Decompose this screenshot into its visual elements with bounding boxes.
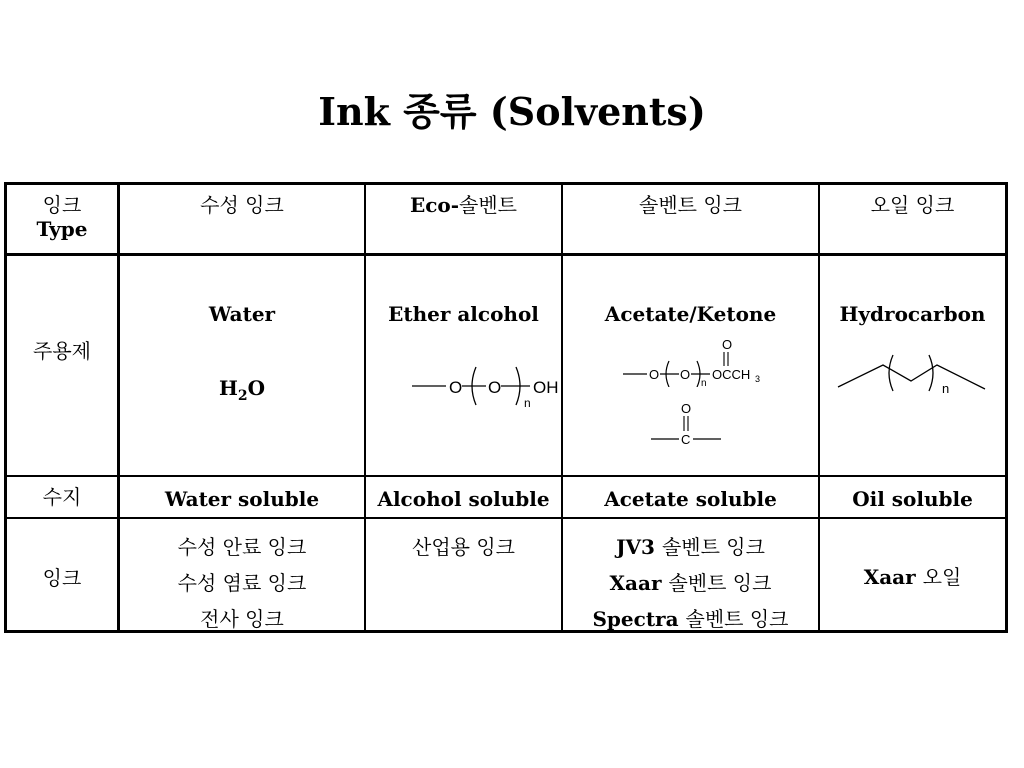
header-eco-solvent [366, 193, 561, 217]
ink-oil-list [820, 565, 1005, 589]
ether-o1: O [449, 378, 463, 397]
hydrocarbon-structure [835, 349, 995, 399]
ether-oh: OH [533, 378, 559, 397]
header-eco-prefix: Eco- [409, 193, 460, 217]
ink-item [563, 565, 818, 601]
ink-item: 전사 잉크 [200, 607, 284, 631]
row-divider [7, 517, 1005, 519]
ether-o2: O [488, 378, 502, 397]
acetate-structure [617, 335, 777, 387]
ink-item: 수성 안료 잉크 [177, 535, 307, 559]
ink-brand: Xaar [609, 571, 662, 595]
hydrocarbon-n: n [942, 381, 950, 396]
header-ink-label: 잉크 [42, 193, 82, 217]
ketone-o: O [681, 401, 692, 416]
formula-subscript: 2 [237, 388, 248, 404]
header-ink-type [7, 193, 117, 241]
ether-n: n [524, 396, 531, 410]
resin-oil-soluble: Oil soluble [852, 487, 973, 511]
header-eco-suffix: 솔벤트 [459, 193, 518, 217]
acetate-o1: O [649, 367, 660, 382]
ketone-structure [647, 399, 737, 451]
header-divider [7, 253, 1005, 256]
ink-brand: Spectra [592, 607, 679, 631]
ink-brand: JV3 [616, 535, 655, 559]
acetate-3: 3 [755, 374, 761, 384]
solvent-row-label: 주용제 [33, 339, 91, 363]
ink-type: 오일 [922, 565, 962, 589]
water-name: Water [208, 302, 276, 326]
acetate-ketone-name: Acetate/Ketone [604, 302, 777, 326]
acetate-o2: O [680, 367, 691, 382]
resin-water-soluble: Water soluble [164, 487, 320, 511]
ink-solvent-table [4, 182, 1008, 633]
acetate-n: n [701, 378, 707, 387]
ink-solvent-list [563, 529, 818, 637]
ink-brand: Xaar [863, 565, 916, 589]
header-solvent-ink: 솔벤트 잉크 [639, 193, 742, 217]
ink-row-label: 잉크 [42, 566, 82, 590]
ink-item [563, 529, 818, 565]
resin-row-label: 수지 [42, 485, 82, 509]
ink-item [563, 601, 818, 637]
formula-h: H [218, 376, 238, 400]
resin-alcohol-soluble: Alcohol soluble [377, 487, 550, 511]
header-water-ink: 수성 잉크 [200, 193, 284, 217]
row-divider [7, 475, 1005, 477]
ink-item: 산업용 잉크 [412, 535, 515, 559]
water-formula [120, 376, 364, 404]
resin-acetate-soluble: Acetate soluble [604, 487, 777, 511]
hydrocarbon-name: Hydrocarbon [839, 302, 986, 326]
ether-alcohol-name: Ether alcohol [388, 302, 539, 326]
ink-type: 솔벤트 잉크 [685, 607, 789, 631]
ink-type: 솔벤트 잉크 [668, 571, 772, 595]
ink-item: 수성 염료 잉크 [177, 571, 307, 595]
ketone-c: C [681, 432, 691, 447]
ink-water-list [120, 529, 364, 637]
ink-type: 솔벤트 잉크 [661, 535, 765, 559]
header-type-label: Type [36, 217, 88, 241]
acetate-occh: OCCH [712, 367, 751, 382]
page-title: Ink 종류 (Solvents) [318, 89, 706, 134]
header-oil-ink: 오일 잉크 [870, 193, 955, 217]
acetate-o-top: O [722, 337, 733, 352]
ink-eco-list [366, 529, 561, 565]
formula-o: O [247, 376, 266, 400]
ether-alcohol-structure [406, 355, 566, 415]
column-divider [818, 185, 820, 630]
